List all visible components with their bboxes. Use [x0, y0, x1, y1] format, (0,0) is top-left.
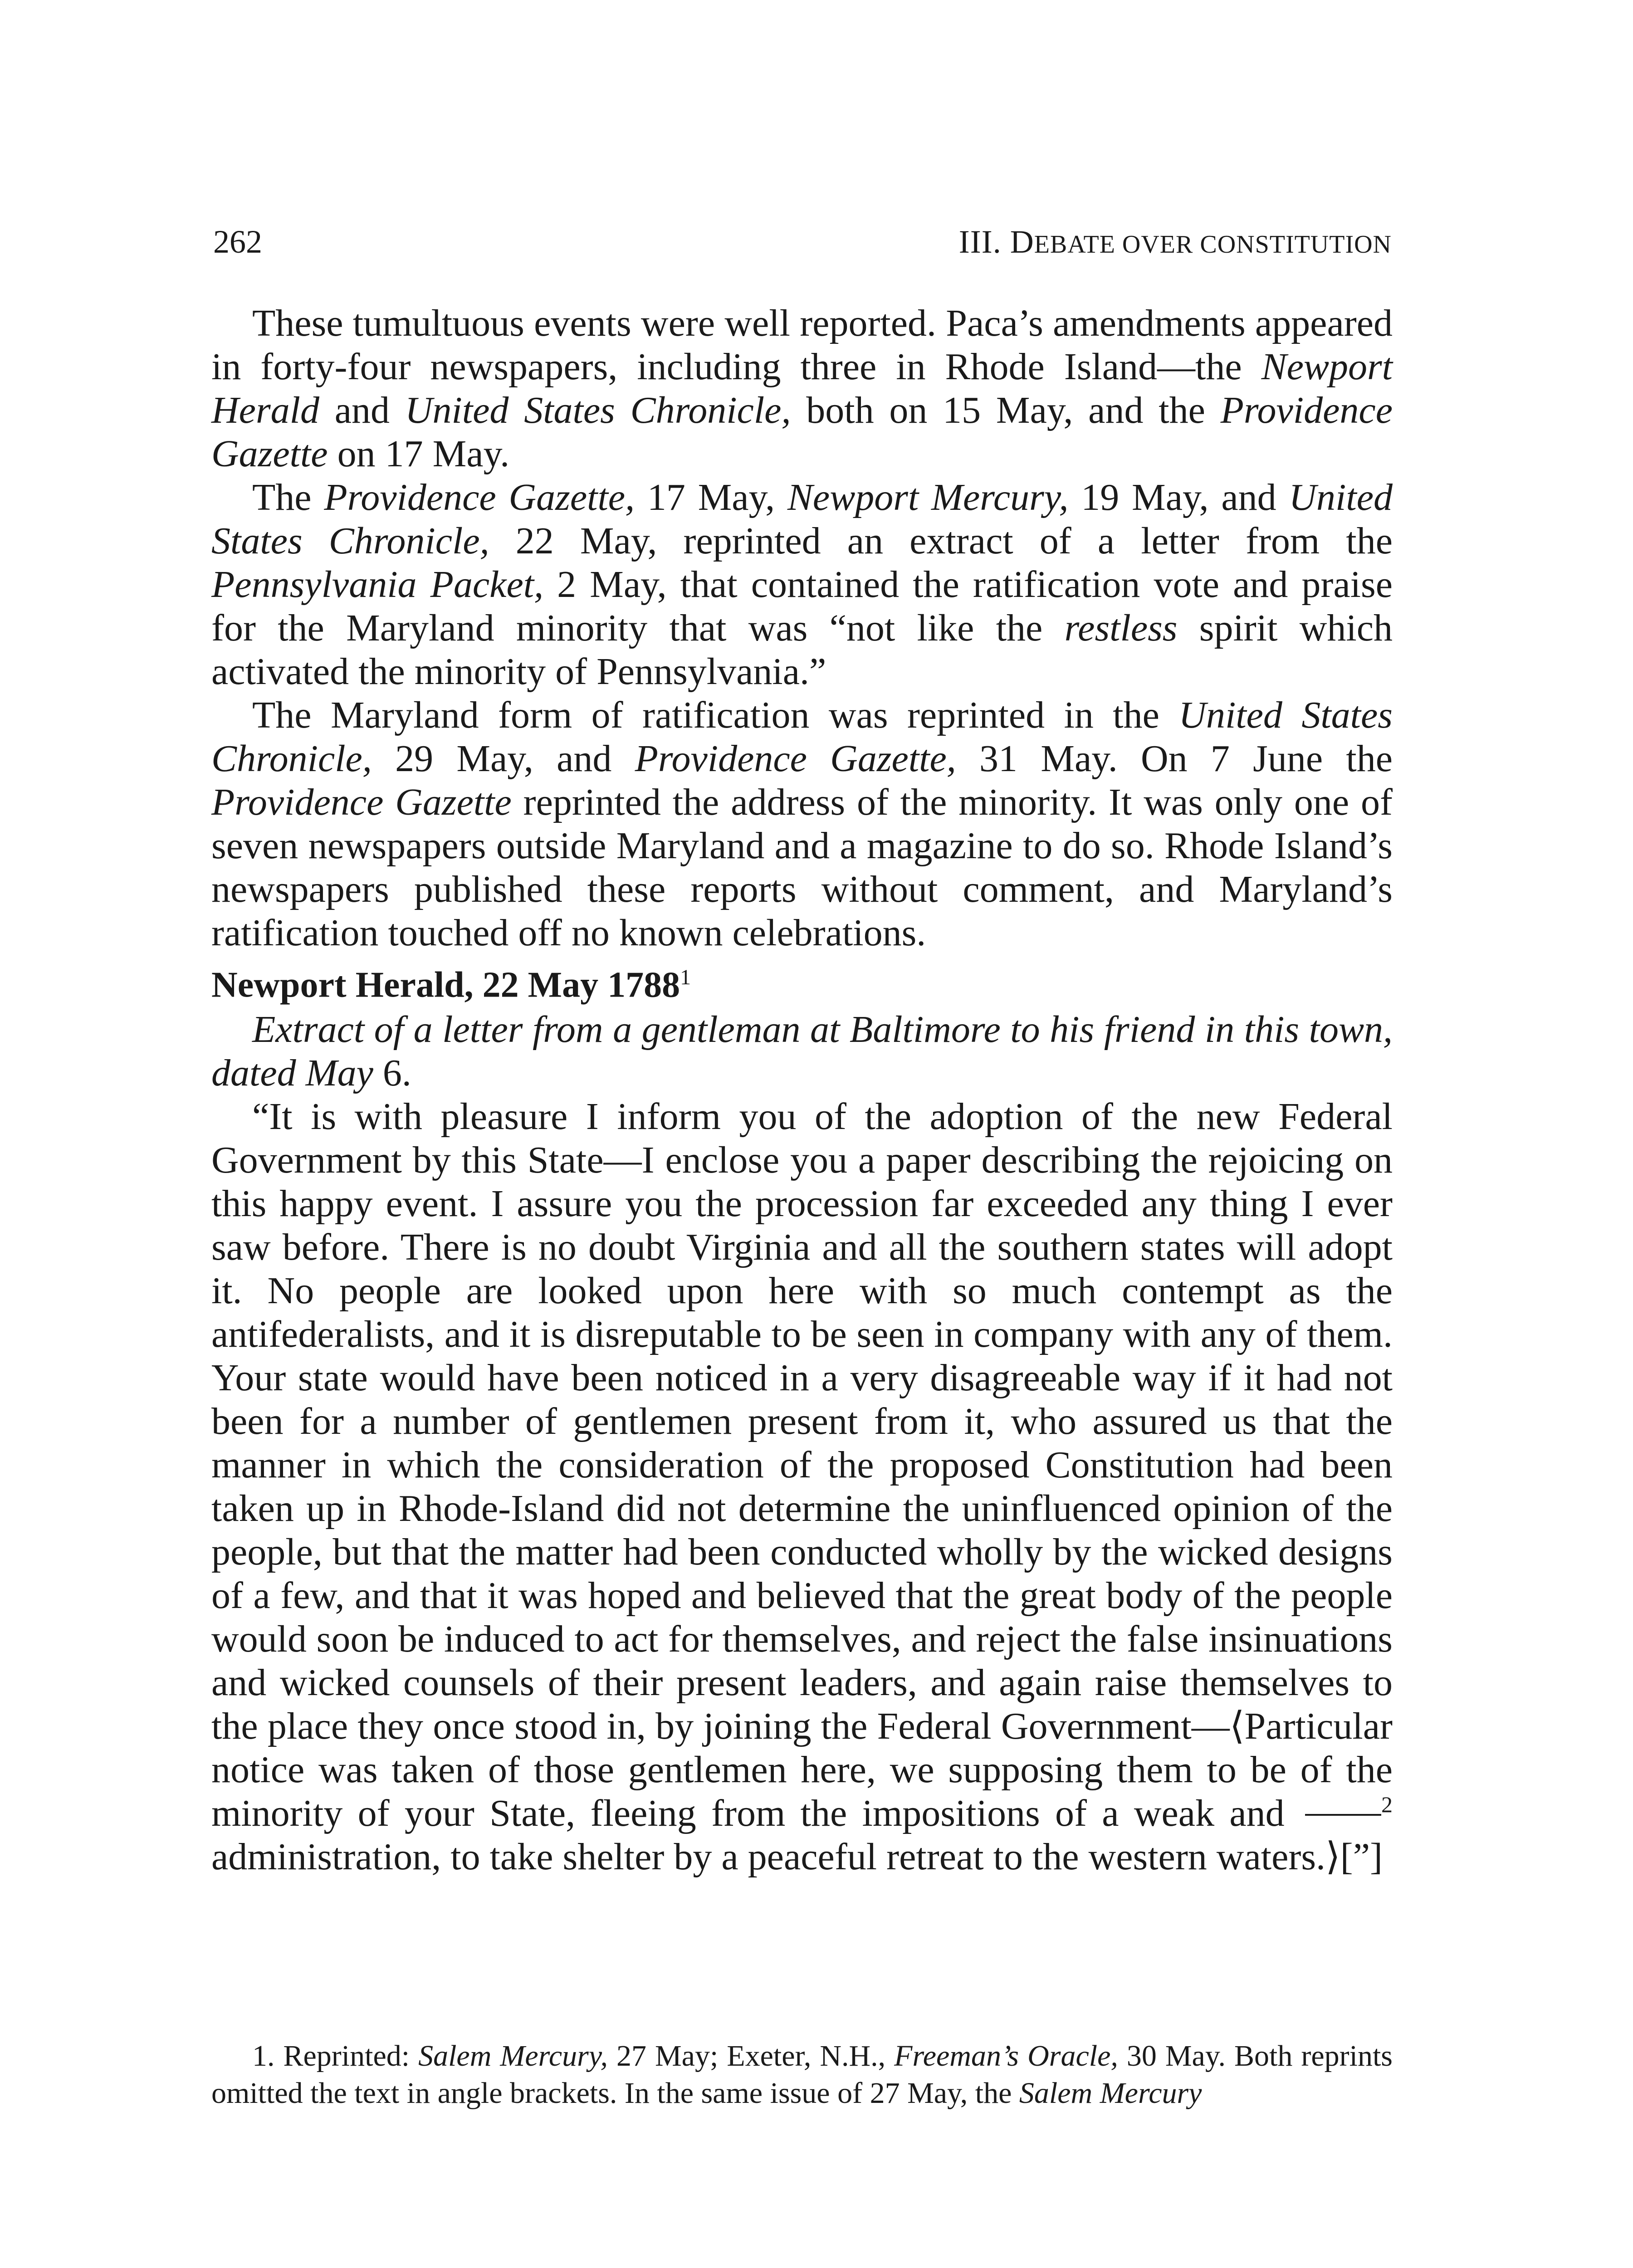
- section-heading: [211, 955, 1393, 1008]
- text-run: both on 15 May, and the: [791, 389, 1221, 431]
- paragraph-3: [211, 694, 1393, 955]
- footnote-ref: 2: [1381, 1791, 1393, 1817]
- paragraph-2: [211, 476, 1393, 694]
- running-head-lead: III. D: [958, 224, 1034, 260]
- newspaper-title: Salem Mercury,: [418, 2039, 608, 2072]
- newspaper-title: Providence Gazette: [211, 389, 1393, 475]
- text-run: 27 May; Exeter, N.H.,: [608, 2039, 895, 2072]
- page-header: [213, 221, 1392, 262]
- newspaper-title: Freeman’s Oracle,: [894, 2039, 1118, 2072]
- newspaper-title: United States Chronicle,: [405, 389, 791, 431]
- text-run: 1. Reprinted:: [252, 2039, 419, 2072]
- text-run: 22 May, reprinted an extract of a letter from the: [489, 520, 1393, 562]
- text-run: 31 May. On 7 June the: [956, 738, 1393, 780]
- text-run: on 17 May.: [328, 433, 510, 475]
- text-run: The: [252, 476, 324, 518]
- footnotes: [211, 2038, 1393, 2112]
- footnote-ref: 1: [680, 965, 691, 989]
- newspaper-title: United States Chronicle,: [211, 476, 1393, 562]
- newspaper-title: Providence Gazette: [211, 781, 512, 823]
- letter-intro: [211, 1008, 1393, 1095]
- text-run: “It is with pleasure I inform you of the adoption of the new Federal Government by this State—I enclose you a paper describing the rejoicing on this happy event. I assure you the procession far exceeded any thing I ever saw before. There is no doubt Virginia and all the southern states will adopt it. No people are looked upon here with so much contempt as the antifederalists, and it is disreputable to be seen in company with any of them. Your state would have been noticed in a very disagreeable way if it had not been for a number of gentlemen present from it, who assured us that the manner in which the consideration of the proposed Constitution had been taken up in Rhode-Island did not determine the uninfluenced opinion of the people, but that the matter had been conducted wholly by the wicked designs of a few, and that it was hoped and believed that the great body of the people would soon be induced to act for themselves, and reject the false insinuations and wicked counsels of their present leaders, and again raise themselves to the place they once stood in, by joining the Federal Government—⟨Particular notice was taken of those gentlemen here, we supposing them to be of the minority of your State, fleeing from the impositions of a weak and: [211, 1095, 1393, 1834]
- newspaper-title: Salem Mercury: [1019, 2077, 1202, 2110]
- letter-body: [211, 1095, 1393, 1879]
- letter-intro-italic: Extract of a letter from a gentleman at Baltimore to his friend in this town, dated May: [211, 1008, 1393, 1094]
- text-run: and: [319, 389, 405, 431]
- body-text: [211, 302, 1393, 1879]
- page-number: 262: [213, 224, 262, 260]
- blank-rule: [1305, 1814, 1381, 1816]
- text-run: spirit which activated the minority of Pennsylvania.”: [211, 607, 1393, 693]
- text-run: 2 May, that contained the ratification vote and praise for the Maryland minority that was “not like the: [211, 563, 1393, 649]
- paragraph-1: [211, 302, 1393, 476]
- text-run: 6.: [373, 1051, 411, 1094]
- newspaper-title: Pennsylvania Packet,: [211, 563, 544, 606]
- newspaper-title: Providence Gazette,: [324, 476, 635, 518]
- text-run: reprinted the address of the minority. It was only one of seven newspapers outside Maryland and a magazine to do so. Rhode Island’s newspapers published these reports without comment, and Maryland’s ratification touched off no known celebrations.: [211, 781, 1393, 954]
- text-run: These tumultuous events were well reported. Paca’s amendments appeared in forty-four newspapers, including three in Rhode Island—the: [211, 302, 1393, 388]
- text-run: The Maryland form of ratification was reprinted in the: [252, 694, 1179, 736]
- text-run: 19 May, and: [1068, 476, 1289, 518]
- emphasis: restless: [1064, 607, 1178, 649]
- newspaper-title: United States Chronicle,: [211, 694, 1393, 780]
- text-run: 17 May,: [635, 476, 787, 518]
- newspaper-title: Newport Herald: [211, 346, 1393, 431]
- newspaper-title: Newport Mercury,: [787, 476, 1069, 518]
- section-heading-text: Newport Herald, 22 May 1788: [211, 965, 680, 1005]
- text-run: 30 May. Both reprints omitted the text in angle brackets. In the same issue of 27 May, the: [211, 2039, 1393, 2110]
- text-run: 29 May, and: [372, 738, 635, 780]
- running-head-rest: EBATE OVER CONSTITUTION: [1034, 230, 1392, 259]
- footnote-1: [211, 2038, 1393, 2112]
- newspaper-title: Providence Gazette,: [635, 738, 956, 780]
- running-head: [959, 221, 1392, 265]
- text-run: administration, to take shelter by a peaceful retreat to the western waters.⟩[”]: [211, 1835, 1383, 1878]
